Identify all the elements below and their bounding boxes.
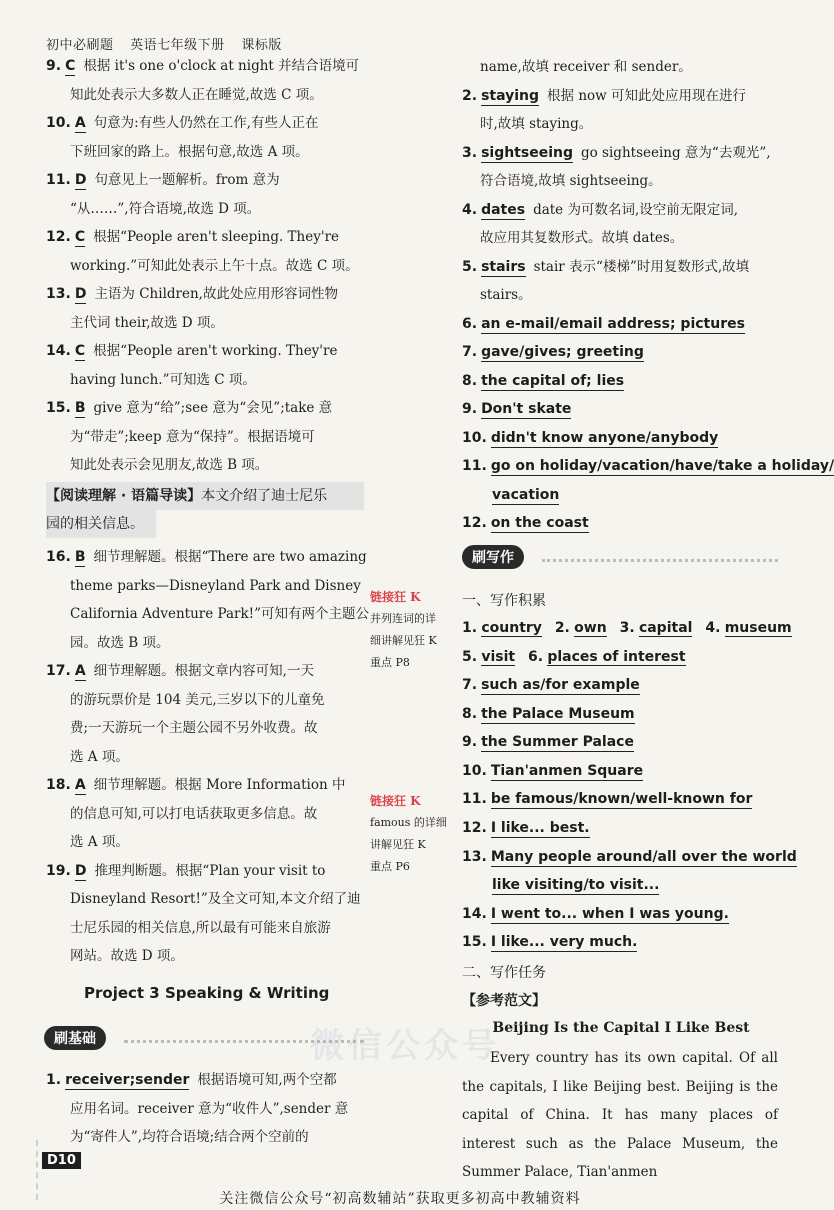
project-title: Project 3 Speaking & Writing xyxy=(84,984,330,1002)
item-number: 19. xyxy=(46,862,71,879)
answer-continuation xyxy=(46,714,364,743)
answer-key: the Palace Museum xyxy=(481,705,635,722)
link-note-1-title: 链接狂 K xyxy=(370,590,421,604)
answer-item xyxy=(46,857,364,886)
explanation-text: 费;一天游玩一个主题公园不另外收费。故 xyxy=(70,720,318,736)
item-number: 11. xyxy=(462,791,487,808)
explanation-text: 主语为 Children,故此处应用形容词性物 xyxy=(94,286,338,302)
section-writing-accumulation: 一、写作积累 xyxy=(462,593,546,609)
answer-key: Many people around/all over the world xyxy=(490,848,797,865)
book-edition: 课标版 xyxy=(241,38,282,53)
answer-item xyxy=(462,338,780,367)
explanation-text: 符合语境,故填 sightseeing。 xyxy=(480,173,662,189)
explanation-text: 园。故选 B 项。 xyxy=(70,634,170,651)
answer-item xyxy=(462,82,780,111)
answer: visit xyxy=(481,649,516,665)
item-number: 15. xyxy=(46,400,71,416)
answer-item xyxy=(462,757,792,786)
answer-continuation xyxy=(46,138,364,167)
answer-key: B xyxy=(74,400,86,416)
answer-continuation xyxy=(46,828,364,857)
explanation-text: 根据 it's one o'clock at night 并结合语境可 xyxy=(83,58,360,74)
watermark: 微信公众号 xyxy=(310,1026,500,1066)
answer-item xyxy=(462,424,780,453)
answer-key: Tian'anmen Square xyxy=(490,762,644,779)
answer-continuation xyxy=(46,629,364,658)
tag-writing: 刷写作 xyxy=(462,545,524,569)
answer-item xyxy=(46,223,364,252)
answer-continuation xyxy=(46,914,364,943)
answer-item xyxy=(46,543,367,572)
item-number: 8. xyxy=(462,705,478,722)
item-number: 6. xyxy=(462,315,478,332)
answer-item xyxy=(462,814,792,843)
explanation-text: 选 A 项。 xyxy=(70,748,129,765)
explanation-text: 细节理解题。根据文章内容可知,一天 xyxy=(93,663,314,679)
explanation-text: 为“寄件人”,均符合语境;结合两个空前的 xyxy=(70,1129,309,1145)
answer-key: such as/for example xyxy=(481,677,640,693)
reading-banner-label: 【阅读理解 · 语篇导读】 xyxy=(46,488,202,504)
link-note-1-line: 并列连词的详 xyxy=(370,612,436,625)
explanation-text: 的游玩票价是 104 美元,三岁以下的儿童免 xyxy=(70,691,325,708)
answer-continuation xyxy=(46,423,364,452)
answer: own xyxy=(574,620,607,636)
book-series: 初中必刷题 xyxy=(46,38,114,53)
link-note-2-title: 链接狂 K xyxy=(370,794,421,808)
explanation-text: 句意见上一题解析。from 意为 xyxy=(94,172,280,188)
answer-key: vacation xyxy=(492,486,560,503)
answer: capital xyxy=(638,620,693,636)
item-number: 8. xyxy=(462,372,478,389)
answer-item xyxy=(462,253,780,282)
explanation-text: 根据 now 可知此处应用现在进行 xyxy=(547,87,746,104)
answer: museum xyxy=(724,620,792,636)
item-number: 13. xyxy=(46,286,71,302)
item-number: 3. xyxy=(619,620,635,636)
explanation-text: theme parks—Disneyland Park and Disney xyxy=(70,577,361,594)
link-note-2-line: 讲解见狂 K xyxy=(370,838,426,851)
answer-item xyxy=(46,109,364,138)
answer-item xyxy=(46,1066,364,1095)
explanation-text: name,故填 receiver 和 sender。 xyxy=(480,59,692,75)
answer-item xyxy=(462,395,780,424)
explanation-text: 网站。故选 D 项。 xyxy=(70,948,184,964)
answer-key: C xyxy=(65,58,76,74)
item-number: 6. xyxy=(527,649,544,665)
answer-continuation xyxy=(46,252,364,281)
tag-basic: 刷基础 xyxy=(44,1026,106,1050)
answer-key: D xyxy=(74,286,87,302)
item-number: 15. xyxy=(462,934,487,951)
answer-item xyxy=(46,657,364,686)
explanation-text: California Adventure Park!”可知有两个主题公 xyxy=(70,606,369,622)
answer-key: the capital of; lies xyxy=(481,372,625,389)
answer-key: A xyxy=(74,777,86,793)
answer-continuation xyxy=(462,281,780,310)
answer-key: receiver;sender xyxy=(65,1072,190,1088)
answer-item xyxy=(462,509,780,538)
answer-continuation xyxy=(46,451,364,480)
answer-item xyxy=(46,337,364,366)
explanation-text: Disneyland Resort!”及全文可知,本文介绍了迪 xyxy=(70,891,361,907)
explanation-text: 士尼乐园的相关信息,所以最有可能来自旅游 xyxy=(70,919,331,936)
writing-line-2 xyxy=(462,643,792,672)
item-number: 9. xyxy=(462,734,478,751)
answer-item xyxy=(46,280,364,309)
answer-item xyxy=(462,785,792,814)
reading-banner-text-2: 园的相关信息。 xyxy=(46,516,144,532)
explanation-text: having lunch.”可知选 C 项。 xyxy=(70,371,256,388)
answer-item xyxy=(46,52,364,81)
explanation-text: “从……”,符合语境,故选 D 项。 xyxy=(70,200,261,217)
answer-key: sightseeing xyxy=(481,144,573,161)
item-number: 5. xyxy=(462,649,478,665)
answer-key: B xyxy=(74,549,86,565)
answer-key: I went to... when I was young. xyxy=(490,905,729,922)
link-note-2-line: famous 的详细 xyxy=(370,816,447,829)
reference-essay-label: 【参考范文】 xyxy=(462,993,546,1009)
essay-title: Beijing Is the Capital I Like Best xyxy=(492,1020,750,1036)
divider-dots xyxy=(542,559,778,562)
explanation-text: 下班回家的路上。根据句意,故选 A 项。 xyxy=(70,143,309,160)
link-note-1-line: 重点 P8 xyxy=(370,656,410,669)
answer-continuation xyxy=(46,195,364,224)
answer-key: A xyxy=(74,663,86,679)
answer-key: like visiting/to visit... xyxy=(492,877,660,894)
answer-continuation xyxy=(46,572,364,601)
reading-banner-cont xyxy=(46,510,156,538)
answer: places of interest xyxy=(547,649,686,665)
explanation-text: 为“带走”;keep 意为“保持”。根据语境可 xyxy=(70,428,315,445)
answer-item xyxy=(462,310,780,339)
answer-key: an e-mail/email address; pictures xyxy=(481,315,745,332)
answer-item xyxy=(462,367,780,396)
item-number: 10. xyxy=(46,115,71,131)
item-number: 12. xyxy=(462,515,487,531)
answer-continuation xyxy=(462,110,780,139)
answer-continuation xyxy=(46,600,369,629)
answer-key: C xyxy=(74,343,86,359)
explanation-text: 应用名词。receiver 意为“收件人”,sender 意 xyxy=(70,1100,349,1117)
answer-continuation xyxy=(46,800,364,829)
link-note-2 xyxy=(370,790,447,878)
essay-body: Every country has its own capital. Of all the capitals, I like Beijing best. Beijing is the capital of China. It has many places of interest such as the Palace Museum, the Summer Palace, Tian'anmen xyxy=(462,1050,778,1180)
item-number: 2. xyxy=(462,87,478,104)
link-note-1 xyxy=(370,586,437,674)
link-note-1-line: 细讲解见狂 K xyxy=(370,634,437,647)
footer-note: 关注微信公众号“初高数辅站”获取更多初高中教辅资料 xyxy=(219,1191,581,1207)
answer-key: stairs xyxy=(481,258,526,275)
item-number: 1. xyxy=(46,1072,62,1088)
explanation-text: 故应用其复数形式。故填 dates。 xyxy=(480,230,684,246)
answer-key: gave/gives; greeting xyxy=(481,344,644,360)
explanation-text: 时,故填 staying。 xyxy=(480,116,593,132)
answer-item xyxy=(462,671,792,700)
answer-continuation xyxy=(46,686,364,715)
answer-key: staying xyxy=(481,87,540,104)
answer-key: go on holiday/vacation/have/take a holiday/ xyxy=(490,458,834,474)
answer-key: D xyxy=(74,862,87,879)
item-number: 14. xyxy=(462,905,487,922)
explanation-text: 推理判断题。根据“Plan your visit to xyxy=(94,862,326,879)
answer-key: didn't know anyone/anybody xyxy=(490,429,719,446)
explanation-text: go sightseeing 意为“去观光”, xyxy=(581,144,771,161)
item-number: 2. xyxy=(554,620,570,636)
answer-continuation xyxy=(46,743,364,772)
answer-item xyxy=(462,728,792,757)
answer-item xyxy=(46,771,364,800)
item-number: 10. xyxy=(462,429,487,446)
item-number: 12. xyxy=(462,820,487,836)
explanation-text: 知此处表示会见朋友,故选 B 项。 xyxy=(70,457,269,473)
item-number: 17. xyxy=(46,663,71,679)
item-number: 9. xyxy=(462,401,478,417)
answer-continuation xyxy=(46,81,364,110)
section-writing-task: 二、写作任务 xyxy=(462,965,546,981)
answer-item xyxy=(462,928,792,957)
page-number: D10 xyxy=(42,1152,81,1169)
explanation-text: 细节理解题。根据“There are two amazing xyxy=(93,549,367,565)
item-number: 10. xyxy=(462,762,487,779)
answer-continuation xyxy=(462,871,792,900)
item-number: 1. xyxy=(462,620,478,636)
item-number: 16. xyxy=(46,549,71,565)
explanation-text: working.”可知此处表示上午十点。故选 C 项。 xyxy=(70,257,359,274)
item-number: 7. xyxy=(462,677,478,693)
answer-continuation xyxy=(46,309,364,338)
item-number: 4. xyxy=(462,201,478,218)
answer-item xyxy=(462,196,780,225)
explanation-text: give 意为“给”;see 意为“会见”;take 意 xyxy=(93,400,333,416)
link-note-2-line: 重点 P6 xyxy=(370,860,410,873)
item-number: 3. xyxy=(462,144,478,161)
explanation-text: 根据语境可知,两个空都 xyxy=(197,1072,337,1088)
answer-item xyxy=(462,700,792,729)
answer: country xyxy=(481,620,542,636)
answer-key: dates xyxy=(481,201,526,218)
explanation-text: 细节理解题。根据 More Information 中 xyxy=(93,777,346,793)
reading-banner-text: 本文介绍了迪士尼乐 xyxy=(201,488,328,504)
answer-continuation xyxy=(46,942,364,971)
explanation-text: stairs。 xyxy=(480,287,532,303)
item-number: 14. xyxy=(46,343,71,359)
answer-continuation xyxy=(462,481,780,510)
explanation-text: 选 A 项。 xyxy=(70,834,129,850)
explanation-text: stair 表示“楼梯”时用复数形式,故填 xyxy=(533,258,750,275)
item-number: 18. xyxy=(46,777,71,793)
explanation-text: 的信息可知,可以打电话获取更多信息。故 xyxy=(70,805,318,822)
item-number: 5. xyxy=(462,258,478,275)
item-number: 7. xyxy=(462,344,478,360)
answer-key: the Summer Palace xyxy=(481,734,634,751)
answer-key: D xyxy=(74,172,87,188)
item-number: 4. xyxy=(705,620,721,636)
answer-item xyxy=(46,394,364,423)
answer-item xyxy=(46,166,364,195)
answer-continuation xyxy=(46,1123,364,1152)
running-header xyxy=(46,34,294,53)
writing-line-1 xyxy=(462,614,792,643)
answer-item xyxy=(462,452,834,481)
answer-continuation xyxy=(46,366,364,395)
explanation-text: 根据“People aren't sleeping. They're xyxy=(93,229,340,245)
answer-item xyxy=(462,843,797,872)
explanation-text: 主代词 their,故选 D 项。 xyxy=(70,314,224,331)
answer-key: Don't skate xyxy=(481,401,572,417)
explanation-text: date 为可数名词,设空前无限定词, xyxy=(533,201,739,218)
explanation-text: 知此处表示大多数人正在睡觉,故选 C 项。 xyxy=(70,86,323,103)
item-number: 12. xyxy=(46,229,71,245)
answer-continuation xyxy=(462,224,780,253)
answer-key: I like... very much. xyxy=(490,934,638,951)
answer-key: I like... best. xyxy=(490,820,590,836)
answer-key: A xyxy=(74,115,86,131)
item-number: 13. xyxy=(462,848,487,865)
answer-continuation xyxy=(46,1095,364,1124)
answer-continuation xyxy=(462,53,780,82)
item-number: 11. xyxy=(46,172,71,188)
answer-item xyxy=(462,900,792,929)
answer-key: C xyxy=(74,229,86,245)
answer-item xyxy=(462,139,780,168)
answer-key: be famous/known/well-known for xyxy=(490,791,753,808)
book-title: 英语七年级下册 xyxy=(130,38,225,53)
answer-continuation xyxy=(462,167,780,196)
answer-continuation xyxy=(46,885,364,914)
item-number: 9. xyxy=(46,58,62,74)
explanation-text: 根据“People aren't working. They're xyxy=(93,343,338,359)
reading-banner xyxy=(46,482,364,510)
item-number: 11. xyxy=(462,458,487,474)
explanation-text: 句意为:有些人仍然在工作,有些人正在 xyxy=(93,115,319,131)
answer-key: on the coast xyxy=(490,515,589,531)
